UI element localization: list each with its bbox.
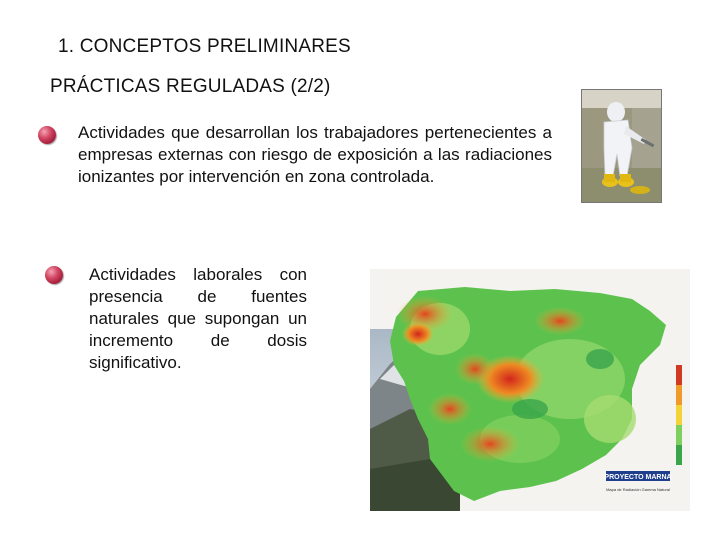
map-caption-text: Mapa de Radiación Gamma Natural	[606, 487, 670, 492]
slide-subtitle: PRÁCTICAS REGULADAS (2/2)	[50, 76, 331, 97]
map-logo-text: PROYECTO MARNA	[604, 474, 672, 481]
bullet-icon	[45, 266, 63, 284]
bullet-text-natural-sources: Actividades laborales con presencia de fuentes naturales que supongan un incremento de dosis significativo.	[89, 265, 307, 372]
slide-title: 1. CONCEPTOS PRELIMINARES	[58, 36, 351, 57]
radiation-map-image	[370, 269, 690, 511]
worker-protective-suit-photo	[581, 89, 662, 203]
bullet-icon	[38, 126, 56, 144]
bullet-text-external-workers: Actividades que desarrollan los trabajadores pertenecientes a empresas externas con riesgo de exposición a las radiaciones ionizantes por intervención en zona controlada.	[78, 123, 552, 186]
